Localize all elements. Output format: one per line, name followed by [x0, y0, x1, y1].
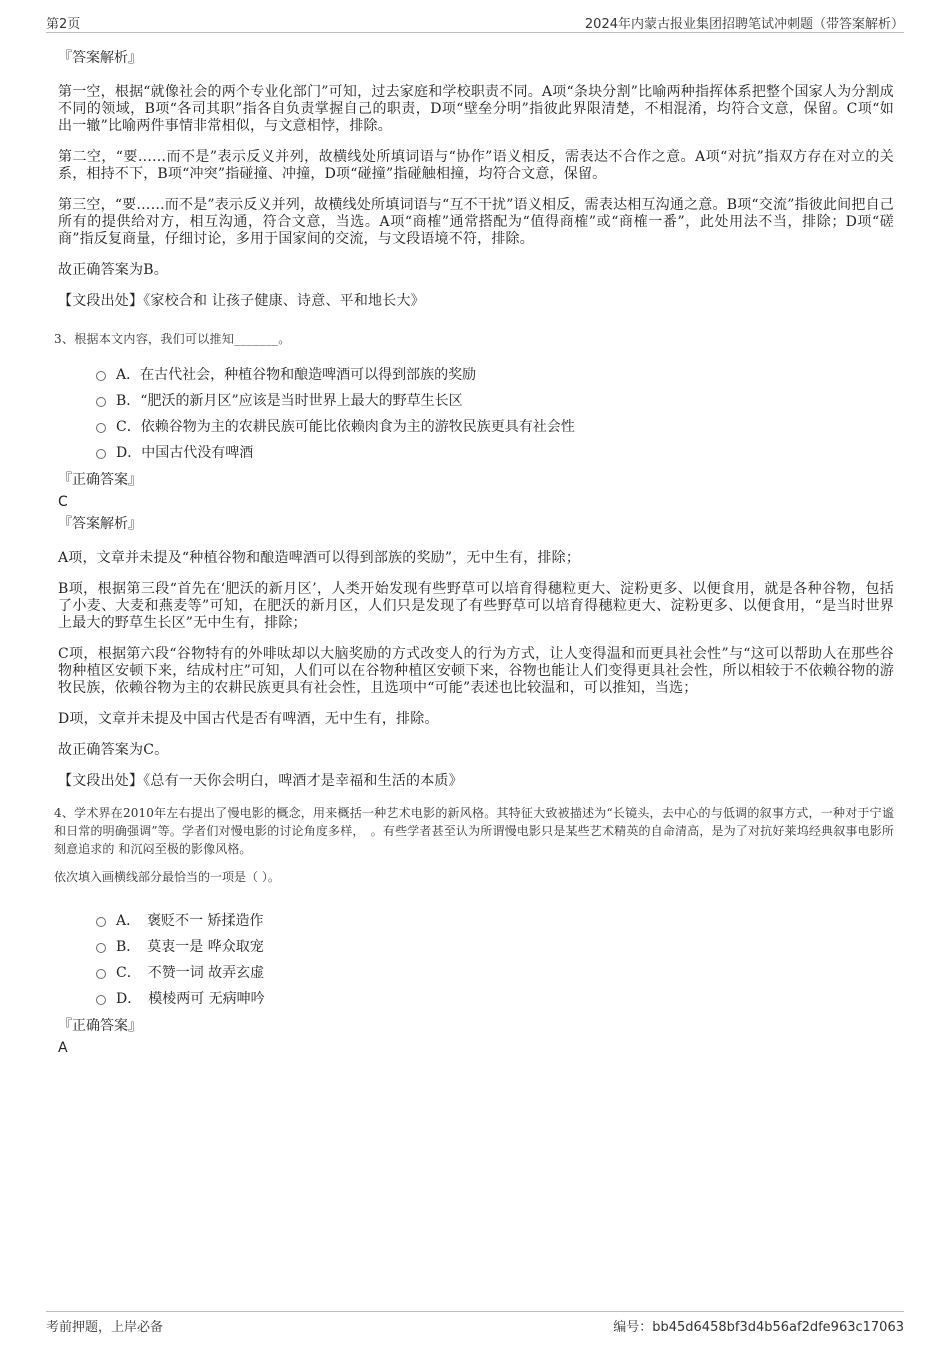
analysis-paragraph: 第三空，“要……而不是”表示反义并列，故横线处所填词语与“互不干扰”语义相反，需表达相互沟通之意。B项“交流”指彼此间把自己所有的提供给对方，相互沟通，符合文意，当选。A项“商榷”通常搭配为“值得商榷”或“商榷一番”，此处用法不当，排除；D项“磋商”指反复商量，仔细讨论，多用于国家间的交流，与文段语境不符，排除。 — [58, 197, 894, 247]
radio-button-icon[interactable] — [96, 969, 106, 979]
analysis-conclusion: 故正确答案为C。 — [58, 742, 169, 758]
option-label: B． 莫衷一是 哗众取宠 — [116, 939, 264, 955]
document-code-value: bb45d6458bf3d4b56af2dfe963c17063 — [652, 1320, 904, 1335]
document-body — [54, 48, 894, 1060]
analysis-label: 『答案解析』 — [58, 516, 142, 532]
radio-button-icon[interactable] — [96, 917, 106, 927]
option-d[interactable] — [96, 986, 894, 1012]
analysis-paragraph: C项，根据第六段“谷物特有的外啡呔却以大脑奖励的方式改变人的行为方式，让人变得温和而更具社会性”与“这可以帮助人在那些谷物种植区安顿下来，结成村庄”可知，人们可以在谷物种植区安顿下来，谷物也能让人们变得更具社会性，所以相较于不依赖谷物的游牧民族，依赖谷物为主的农耕民族更具有社会性，且选项中“可能”表述也比较温和，可以推知，当选； — [58, 646, 894, 696]
question-4 — [54, 804, 894, 1058]
option-b[interactable] — [96, 388, 894, 414]
analysis-paragraph: 第一空，根据“就像社会的两个专业化部门”可知，过去家庭和学校职责不同。A项“条块分割”比喻两种指挥体系把整个国家人为分割成不同的领域，B项“各司其职”指各自负责掌握自己的职责，D项“壁垒分明”指彼此界限清楚，不相混淆，均符合文意，保留。C项“如出一辙”比喻两件事情非常相似，与文意相悖，排除。 — [58, 84, 894, 134]
analysis-conclusion: 故正确答案为B。 — [58, 262, 168, 278]
option-b[interactable] — [96, 934, 894, 960]
correct-answer-label: 『正确答案』 — [58, 472, 142, 488]
question-stem: 依次填入画横线部分最恰当的一项是（ ）。 — [54, 870, 280, 884]
option-label: D．中国古代没有啤酒 — [116, 445, 254, 461]
question-text: 4、学术界在2010年左右提出了慢电影的概念，用来概括一种艺术电影的新风格。其特征大致被描述为“长镜头，去中心的与低调的叙事方式，一种对于宁谧和日常的明确强调”等。学者们对慢电影的讨论角度多样， 。有些学者甚至认为所谓慢电影只是某些艺术精英的自命清高，是为了对抗好莱坞经典叙事电影所刻意追求的 和沉闷至极的影像风格。 — [54, 806, 894, 856]
analysis-paragraph: B项，根据第三段“首先在‘肥沃的新月区’，人类开始发现有些野草可以培育得穗粒更大、淀粉更多、以便食用，就是各种谷物，包括了小麦、大麦和燕麦等”可知，在肥沃的新月区，人们只是发现了有些野草可以培育得穗粒更大、淀粉更多、以便食用，“是当时世界上最大的野草生长区”无中生有，排除； — [58, 581, 894, 631]
question-3 — [54, 330, 894, 790]
radio-button-icon[interactable] — [96, 449, 106, 459]
option-label: A．在古代社会，种植谷物和酿造啤酒可以得到部族的奖励 — [116, 367, 477, 383]
document-code — [613, 1316, 904, 1335]
footer-slogan: 考前押题，上岸必备 — [46, 1320, 164, 1335]
option-label: B．“肥沃的新月区”应该是当时世界上最大的野草生长区 — [116, 393, 463, 409]
option-a[interactable] — [96, 362, 894, 388]
analysis-paragraph: 第二空，“要……而不是”表示反义并列，故横线处所填词语与“协作”语义相反，需表达不合作之意。A项“对抗”指双方存在对立的关系，相持不下，B项“冲突”指碰撞、冲撞，D项“碰撞”指碰触相撞，均符合文意，保留。 — [58, 149, 894, 182]
source-citation: 【文段出处】《总有一天你会明白，啤酒才是幸福和生活的本质》 — [58, 773, 463, 789]
option-c[interactable] — [96, 960, 894, 986]
analysis-paragraph: D项，文章并未提及中国古代是否有啤酒，无中生有，排除。 — [58, 711, 439, 727]
source-citation: 【文段出处】《家校合和 让孩子健康、诗意、平和地长大》 — [58, 293, 425, 309]
question-text: 3、根据本文内容，我们可以推知_______。 — [54, 332, 291, 346]
page-footer — [46, 1311, 904, 1336]
option-a[interactable] — [96, 908, 894, 934]
page-header — [46, 10, 904, 33]
radio-button-icon[interactable] — [96, 943, 106, 953]
option-list — [96, 908, 894, 1012]
page-number: 第2页 — [46, 17, 81, 32]
option-label: D． 模棱两可 无病呻吟 — [116, 991, 265, 1007]
radio-button-icon[interactable] — [96, 995, 106, 1005]
option-c[interactable] — [96, 414, 894, 440]
option-label: C． 不赞一词 故弄玄虚 — [116, 965, 265, 981]
option-d[interactable] — [96, 440, 894, 466]
correct-answer: A — [58, 1040, 68, 1056]
option-label: A． 褒贬不一 矫揉造作 — [116, 913, 264, 929]
correct-answer-label: 『正确答案』 — [58, 1018, 142, 1034]
radio-button-icon[interactable] — [96, 397, 106, 407]
option-label: C．依赖谷物为主的农耕民族可能比依赖肉食为主的游牧民族更具有社会性 — [116, 419, 575, 435]
option-list — [96, 362, 894, 466]
document-title: 2024年内蒙古报业集团招聘笔试冲刺题（带答案解析） — [584, 17, 904, 32]
q2-analysis-section — [58, 48, 894, 310]
radio-button-icon[interactable] — [96, 371, 106, 381]
analysis-label: 『答案解析』 — [58, 50, 142, 66]
analysis-paragraph: A项，文章并未提及“种植谷物和酿造啤酒可以得到部族的奖励”，无中生有，排除； — [58, 550, 581, 566]
correct-answer: C — [58, 494, 68, 510]
document-code-label: 编号： — [613, 1320, 653, 1335]
radio-button-icon[interactable] — [96, 423, 106, 433]
